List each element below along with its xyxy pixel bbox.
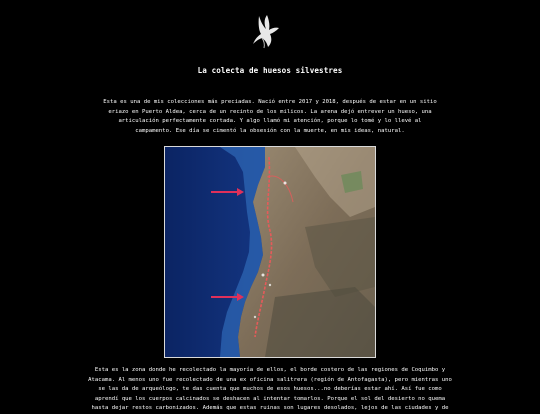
outro-paragraph: Esta es la zona donde he recolectado la mayoría de ellos, el borde costero de las regiones de Coquimbo y Atacama. Al menos uno fue recolectado de una ex oficina salitrera (región de Antofagasta), pero mientras uno se las da de arqueólogo, te das cuenta que muchos de esos huesos...no deberías estar ahí. Así fue como aprendí que los cuerpos calcinados se deshacen al intentar tomarlos. Porque el sol del desierto no quema hasta dejar restos carbonizados. Además que estas ruinas son lugares desolados, lejos de las ciudades y de xyxy=(88,367,452,411)
page-title: La colecta de huesos silvestres xyxy=(197,66,343,75)
satellite-map-image xyxy=(165,147,375,357)
intro-paragraph: Esta es una de mis colecciones más preciadas. Nació entre 2017 y 2018, después de estar en un sitio eriazo en Puerto Aldea, cerca de un recinto de los milicos. La arena dejó entrever un hueso, una articulación perfectamente cortada. Y algo llamó mi atención, porque lo tomé y lo llevé al campamento. Ese día se cimentó la obsesión con la muerte, en mis ideas, natural. xyxy=(103,99,437,134)
satellite-map xyxy=(164,146,376,358)
dove-icon xyxy=(251,14,281,50)
